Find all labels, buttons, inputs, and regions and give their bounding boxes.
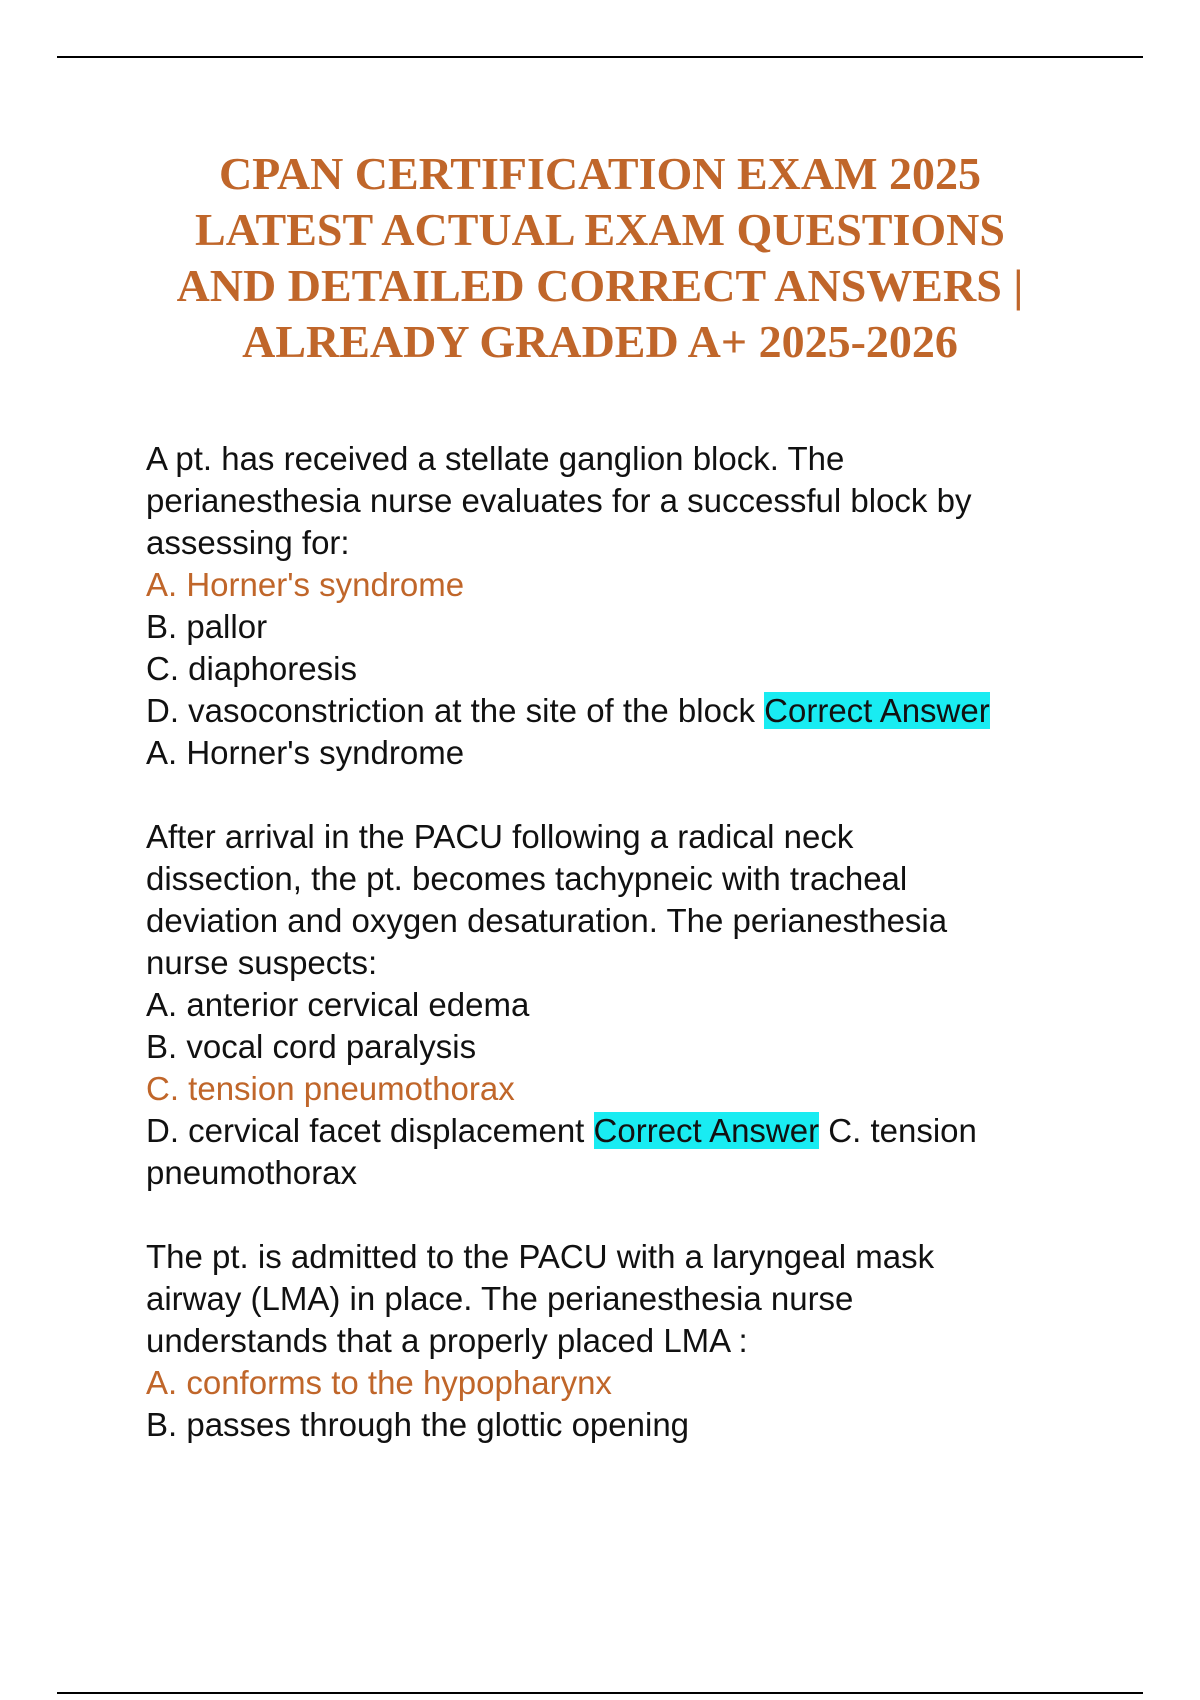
option-a-correct: A. Horner's syndrome — [146, 566, 465, 603]
answer-text: C. tension — [828, 1112, 977, 1149]
question-stem-line: understands that a properly placed LMA : — [146, 1322, 748, 1359]
correct-answer-label: Correct Answer — [764, 692, 990, 729]
question-stem-line: deviation and oxygen desaturation. The perianesthesia — [146, 902, 948, 939]
option-b: B. passes through the glottic opening — [146, 1406, 690, 1443]
answer-text: A. Horner's syndrome — [146, 734, 465, 771]
option-a-correct: A. conforms to the hypopharynx — [146, 1364, 612, 1401]
option-a: A. anterior cervical edema — [146, 986, 530, 1023]
question-2 — [146, 816, 1106, 1194]
question-3 — [146, 1236, 1106, 1446]
question-stem-line: nurse suspects: — [146, 944, 378, 981]
question-1 — [146, 438, 1106, 774]
option-d-row — [146, 690, 1106, 732]
document-title — [100, 146, 1100, 370]
question-stem-line: A pt. has received a stellate ganglion block. The — [146, 440, 845, 477]
question-stem-line: assessing for: — [146, 524, 350, 561]
option-b: B. vocal cord paralysis — [146, 1028, 477, 1065]
option-c-correct: C. tension pneumothorax — [146, 1070, 515, 1107]
option-d-row — [146, 1110, 1106, 1152]
option-d: D. vasoconstriction at the site of the block — [146, 692, 755, 729]
option-d: D. cervical facet displacement — [146, 1112, 585, 1149]
document-body — [146, 438, 1106, 1488]
title-line: CPAN CERTIFICATION EXAM 2025 — [218, 148, 982, 199]
question-stem-line: perianesthesia nurse evaluates for a successful block by — [146, 482, 972, 519]
top-rule — [57, 56, 1143, 58]
option-b: B. pallor — [146, 608, 268, 645]
option-c: C. diaphoresis — [146, 650, 357, 687]
question-stem-line: dissection, the pt. becomes tachypneic with tracheal — [146, 860, 908, 897]
bottom-rule — [57, 1692, 1143, 1694]
title-line: ALREADY GRADED A+ 2025-2026 — [242, 316, 958, 367]
answer-text-continued: pneumothorax — [146, 1154, 357, 1191]
title-line: AND DETAILED CORRECT ANSWERS | — [176, 260, 1024, 311]
question-stem-line: The pt. is admitted to the PACU with a laryngeal mask — [146, 1238, 935, 1275]
correct-answer-label: Correct Answer — [593, 1112, 820, 1149]
question-stem-line: After arrival in the PACU following a radical neck — [146, 818, 854, 855]
question-stem-line: airway (LMA) in place. The perianesthesia nurse — [146, 1280, 854, 1317]
title-line: LATEST ACTUAL EXAM QUESTIONS — [195, 204, 1005, 255]
